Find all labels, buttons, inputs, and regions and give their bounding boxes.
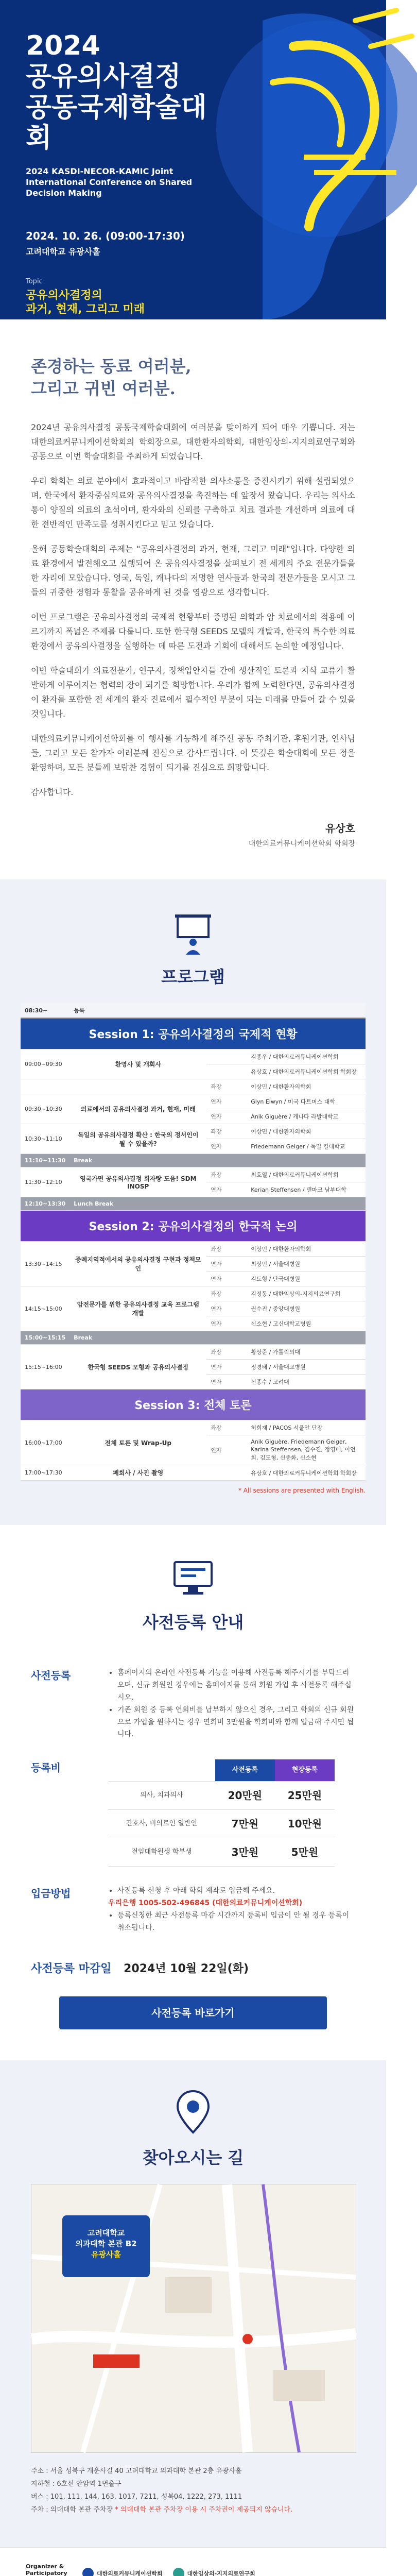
program-role: 연자 xyxy=(206,1094,247,1109)
program-time: 14:15~15:00 xyxy=(21,1286,70,1331)
program-person: 신소현 / 고신대학교병원 xyxy=(247,1316,366,1331)
program-row xyxy=(21,1286,366,1301)
program-role: 연자 xyxy=(206,1301,247,1316)
fee-block xyxy=(31,1759,355,1867)
program-row xyxy=(21,1420,366,1435)
program-person: Anik Giguère / 캐나다 라발대학교 xyxy=(247,1109,366,1124)
organizer-row xyxy=(26,2563,360,2576)
lunch-row xyxy=(21,1197,366,1211)
pin-line2: 의과대학 본관 B2 xyxy=(75,2239,137,2249)
organizer-label: Organizer & Participatory xyxy=(26,2563,67,2576)
program-person: Friedemann Geiger / 독일 킬대학교 xyxy=(247,1139,366,1154)
hero-title-line2: 공유의사결정 xyxy=(26,61,181,92)
program-person: 이상민 / 대한환자의학회 xyxy=(247,1124,366,1139)
program-time: 16:00~17:00 xyxy=(21,1420,70,1465)
topic-line2: 과거, 현재, 그리고 미래 xyxy=(26,303,145,316)
pre-registration-content xyxy=(108,1667,355,1741)
break-row xyxy=(21,1154,366,1167)
topic-line1: 공유의사결정의 xyxy=(26,289,102,302)
program-person: 유상호 / 대한의료커뮤니케이션학회 학회장 xyxy=(247,1465,366,1481)
program-role: 연자 xyxy=(206,1109,247,1124)
program-person: 이상민 / 대한환자의학회 xyxy=(247,1242,366,1257)
program-role: 연자 xyxy=(206,1435,247,1465)
program-row xyxy=(21,1079,366,1094)
program-time: 15:15~16:00 xyxy=(21,1345,70,1389)
break-time: 12:10~13:30 xyxy=(21,1197,70,1211)
location-map[interactable] xyxy=(31,2184,356,2453)
fee-category: 간호사, 비의료인 일반인 xyxy=(108,1810,215,1838)
directions-section xyxy=(0,2060,386,2547)
program-role: 좌장 xyxy=(206,1167,247,1182)
payment-label: 입금방법 xyxy=(31,1887,71,1900)
greeting-paragraph: 이번 프로그램은 공유의사결정의 국제적 현황부터 증명된 의학과 암 치료에서의 적용에 이르기까지 폭넓은 주제를 다룹니다. 또한 한국형 SEEDS 모델의 개발과, 한국의 특수한 의료 환경에서 공유의사결정을 실행하는 데 따른 도전과 기회에 대해서도 논의할 예정입니다. xyxy=(31,612,355,651)
program-person: 권수진 / 중앙대병원 xyxy=(247,1301,366,1316)
greeting-paragraph: 우리 학회는 의료 분야에서 효과적이고 바람직한 의사소통을 증진시키기 위해 설립되었으며, 한국에서 환자중심의료와 공유의사결정을 촉진하는 데 앞장서 왔습니다. 우리는 의사소통이 양질의 의료의 초석이며, 환자와의 신뢰를 구축하고 치료 결과를 개선하며 의료에 대한 전반적인 만족도를 성취시킨다고 믿고 있습니다. xyxy=(31,476,355,530)
parking-row xyxy=(31,2504,355,2517)
program-section xyxy=(0,879,386,1525)
registration-bullet: • 기존 회원 중 등록 연회비를 납부하지 않으신 경우, 그리고 학회의 신규 회원으로 가입을 원하시는 경우 연회비 3만원을 학회비와 함께 입금해 주시면 됩니다. xyxy=(117,1704,355,1741)
payment-bullet: • 등록신청한 최근 사전등록 마감 시간까지 등록비 입금이 안 될 경우 등록이 취소됩니다. xyxy=(117,1910,355,1935)
program-row xyxy=(21,1465,366,1481)
hero-subtitle xyxy=(26,166,232,198)
hero-subtitle-line2: International Conference on Shared Decision Making xyxy=(26,177,193,198)
org-name: 대한임상의-지지의료연구회 xyxy=(187,2570,255,2576)
program-person: 이상민 / 대한환자의학회 xyxy=(247,1079,366,1094)
program-title-cell: 영국가면 공유의사결정 회자랑 도움! SDM INOSP xyxy=(70,1167,206,1197)
parking-text: 주차 : 의대대학 본관 주차장 xyxy=(31,2505,113,2514)
program-title-cell: 폐회사 / 사진 촬영 xyxy=(70,1465,206,1481)
program-person: 김도형 / 단국대병원 xyxy=(247,1272,366,1286)
program-person: Glyn Elwyn / 미국 다트머스 대학 xyxy=(247,1094,366,1109)
program-role: 연자 xyxy=(206,1182,247,1197)
program-role: 연자 xyxy=(206,1360,247,1375)
bank-account: 우리은행 1005-502-496845 (대한의료커뮤니케이션학회) xyxy=(108,1899,303,1908)
break-row xyxy=(21,1331,366,1345)
program-person: 정경태 / 서울대교병원 xyxy=(247,1360,366,1375)
program-role: 연자 xyxy=(206,1139,247,1154)
fee-onsite-value: 5만원 xyxy=(275,1838,335,1867)
deadline xyxy=(31,1960,355,1976)
program-title-cell: 환영사 및 개회사 xyxy=(70,1049,206,1079)
monitor-icon xyxy=(167,1551,219,1602)
org-logo-icon xyxy=(82,2568,94,2576)
program-person: 최호열 / 대한의료커뮤니케이션학회 xyxy=(247,1167,366,1182)
program-role: 연자 xyxy=(206,1375,247,1389)
session-title: Session 2: 공유의사결정의 한국적 논의 xyxy=(21,1211,366,1242)
fee-row xyxy=(108,1782,335,1810)
program-role: 좌장 xyxy=(206,1242,247,1257)
program-person: 김정동 / 대한임상의-지지의료연구회 xyxy=(247,1286,366,1301)
program-row xyxy=(21,1345,366,1360)
greeting-paragraph: 올해 공동학술대회의 주제는 "공유의사결정의 과거, 현재, 그리고 미래"입니다. 다양한 의료 환경에서 발전해오고 실행되어 온 공유의사결정을 살펴보기 전 세계의 주요 전문가들을 한 자리에 모았습니다. 영국, 독일, 캐나다의 저명한 연사들과 한국의 전문가들을 모시고 그들의 귀중한 경험과 통찰을 공유하게 된 것을 영광으로 생각합니다. xyxy=(31,544,355,598)
program-person: 황상준 / 가톨릭의대 xyxy=(247,1345,366,1360)
program-role xyxy=(206,1465,247,1481)
program-role: 연자 xyxy=(206,1316,247,1331)
parking-note: * 의대대학 본관 주차장 이용 시 주차권이 제공되지 않습니다. xyxy=(115,2505,293,2514)
program-role: 좌장 xyxy=(206,1345,247,1360)
break-label: Break xyxy=(70,1154,366,1167)
program-person: Anik Giguère, Friedemann Geiger, Karina Steffensen, 김수진, 정영배, 이언희, 김도형, 신종화, 신소현 xyxy=(247,1435,366,1465)
location-pin-icon xyxy=(167,2086,219,2138)
program-row xyxy=(21,1049,366,1064)
program-title: 프로그램 xyxy=(161,967,225,987)
program-person: 신종수 / 고려대 xyxy=(247,1375,366,1389)
program-title-cell: 전체 토론 및 Wrap-Up xyxy=(70,1420,206,1465)
program-role xyxy=(206,1049,247,1064)
payment-block xyxy=(31,1885,355,1934)
program-person: 김종우 / 대한의료커뮤니케이션학회 xyxy=(247,1049,366,1064)
hero-title-line3: 공동국제학술대회 xyxy=(26,92,207,154)
directions-info xyxy=(31,2465,355,2516)
signature-name: 유상호 xyxy=(325,822,355,835)
program-role xyxy=(206,1064,247,1079)
bus-text: 버스 : 101, 111, 144, 163, 1017, 7211, 성북04, 1222, 273, 1111 xyxy=(31,2493,242,2501)
deadline-label: 사전등록 마감일 xyxy=(31,1962,112,1976)
program-row xyxy=(21,1167,366,1182)
break-time: 15:00~15:15 xyxy=(21,1331,70,1345)
hero-text-block xyxy=(26,31,232,341)
payment-content xyxy=(108,1885,355,1934)
break-label: Break xyxy=(70,1331,366,1345)
pin-line3: 유광사홀 xyxy=(91,2250,121,2260)
program-table xyxy=(21,1003,366,1481)
pre-registration-block xyxy=(31,1667,355,1741)
pre-registration-label: 사전등록 xyxy=(31,1669,71,1682)
registration-time: 08:30~ xyxy=(21,1003,70,1018)
deadline-value: 2024년 10월 22일(화) xyxy=(124,1962,249,1976)
hero-illustration xyxy=(201,0,417,319)
greeting-title xyxy=(31,355,355,400)
program-time: 17:00~17:30 xyxy=(21,1465,70,1481)
program-title-cell: 의료에서의 공유의사결정 과거, 현재, 미래 xyxy=(70,1094,206,1124)
hero-title-year: 2024 xyxy=(26,30,100,61)
program-row xyxy=(21,1242,366,1257)
program-time: 09:30~10:30 xyxy=(21,1094,70,1124)
registration-bullet: • 홈페이지의 온라인 사전등록 기능을 이용해 사전등록 해주시기를 부탁드리오며, 신규 회원인 경우에는 홈페이지를 통해 회원 가입 후 사전등록 해주십시오. xyxy=(117,1667,355,1704)
signature-role: 대한의료커뮤니케이션학회 학회장 xyxy=(248,840,355,849)
program-time: 13:30~14:15 xyxy=(21,1242,70,1286)
fee-pre-value: 20만원 xyxy=(215,1782,275,1810)
program-title-cell: 증례지역적에서의 공유의사결정 구현과 정책모인 xyxy=(70,1242,206,1286)
fee-row xyxy=(108,1810,335,1838)
address-text: 주소 : 서울 성북구 개운사길 40 고려대학교 의과대학 본관 2층 유광사홀 xyxy=(31,2467,242,2476)
program-row xyxy=(21,1124,366,1139)
program-person: 유상호 / 대한의료커뮤니케이션학회 학회장 xyxy=(247,1064,366,1079)
hero-banner xyxy=(0,0,386,340)
session-header-row xyxy=(21,1389,366,1420)
fee-content xyxy=(108,1759,355,1867)
session-title: Session 1: 공유의사결정의 국제적 현황 xyxy=(21,1018,366,1049)
greeting-paragraph: 이번 학술대회가 의료전문가, 연구자, 정책입안자들 간에 생산적인 토론과 지식 교류가 활발하게 이루어지는 협력의 장이 되기를 희망합니다. 우리가 함께 노력한다면, 공유의사결정이 환자를 포함한 전 세계의 환자 진료에서 필수적인 부분이 되는 미래를 만들어 갈 수 있을 것입니다. xyxy=(31,666,355,719)
event-date: 2024. 10. 26. (09:00-17:30) xyxy=(26,229,185,242)
program-person: 최상민 / 서울대병원 xyxy=(247,1257,366,1272)
registration-section xyxy=(0,1525,386,2060)
topic-title xyxy=(26,289,232,317)
fee-header-onsite: 현장등록 xyxy=(275,1759,335,1782)
program-title-cell: 한국형 SEEDS 모형과 공유의사결정 xyxy=(70,1345,206,1389)
program-title-cell xyxy=(70,1079,206,1094)
venue-pin-callout xyxy=(62,2215,150,2277)
topic-label: Topic xyxy=(26,277,43,285)
program-row xyxy=(21,1094,366,1109)
break-time: 11:10~11:30 xyxy=(21,1154,70,1167)
event-venue: 고려대학교 유광사홀 xyxy=(26,246,100,257)
greeting-paragraph: 2024년 공유의사결정 공동국제학술대회에 여러분을 맞이하게 되어 매우 기쁩니다. 저는 대한의료커뮤니케이션학회의 학회장으로, 대한환자의학회, 대한임상의-지지의료연구회와 공동으로 이번 학술대회를 주최하게 되었습니다. xyxy=(31,422,355,462)
topic-en-line2: Shared Decision Making xyxy=(26,331,113,340)
topic-en-line1: The Past, Present, and Future of xyxy=(26,322,141,331)
organizer-logos xyxy=(82,2568,255,2576)
hero-title xyxy=(26,31,232,154)
registration-label: 등록 xyxy=(70,1003,366,1018)
greeting-section xyxy=(0,319,386,879)
fee-category: 의사, 치과의사 xyxy=(108,1782,215,1810)
hero-subtitle-line1: 2024 KASDI-NECOR-KAMIC Joint xyxy=(26,166,173,177)
fee-header-blank xyxy=(108,1759,215,1782)
topic-english xyxy=(26,322,232,341)
fee-category: 전임대학원생 학부생 xyxy=(108,1838,215,1867)
break-label: Lunch Break xyxy=(70,1197,366,1211)
program-note: * All sessions are presented with English. xyxy=(238,1487,366,1495)
session-header-row xyxy=(21,1018,366,1049)
fee-onsite-value: 10만원 xyxy=(275,1810,335,1838)
program-person: Kerian Steffensen / 덴마크 남부대학 xyxy=(247,1182,366,1197)
fee-header-row xyxy=(108,1759,335,1782)
registration-header xyxy=(31,1525,355,1649)
program-role: 좌장 xyxy=(206,1079,247,1094)
program-header-row xyxy=(21,1003,366,1018)
greeting-title-line2: 그리고 귀빈 여러분. xyxy=(31,379,176,399)
program-time: 11:30~12:10 xyxy=(21,1167,70,1197)
org-name: 대한의료커뮤니케이션학회 xyxy=(97,2570,163,2576)
program-header xyxy=(21,879,366,1003)
program-role: 연자 xyxy=(206,1272,247,1286)
greeting-paragraph: 감사합니다. xyxy=(31,787,74,798)
program-role: 좌장 xyxy=(206,1286,247,1301)
program-role: 좌장 xyxy=(206,1420,247,1435)
organizer-logo xyxy=(82,2568,163,2576)
fee-onsite-value: 25만원 xyxy=(275,1782,335,1810)
program-role: 연자 xyxy=(206,1257,247,1272)
program-title-cell: 독일의 공유의사결정 확산 : 한국의 정서인이 될 수 있을까? xyxy=(70,1124,206,1154)
program-time xyxy=(21,1079,70,1094)
org-logo-icon xyxy=(173,2568,184,2576)
fee-row xyxy=(108,1838,335,1867)
greeting-paragraph: 대한의료커뮤니케이션학회를 이 행사를 가능하게 해주신 공동 주최기관, 후원기관, 연사님들, 그리고 모든 참가자 여러분께 진심으로 감사드립니다. 이 뜻깊은 학술대회에 모든 정을 환영하며, 모든 분들께 보람찬 경험이 되기를 진심으로 희망합니다. xyxy=(31,734,355,773)
program-role: 좌장 xyxy=(206,1124,247,1139)
registration-title: 사전등록 안내 xyxy=(142,1613,244,1633)
greeting-title-line1: 존경하는 동료 여러분, xyxy=(31,357,192,376)
register-now-button[interactable]: 사전등록 바로가기 xyxy=(59,1996,327,2029)
signature xyxy=(31,820,355,849)
program-time: 10:30~11:10 xyxy=(21,1124,70,1154)
program-person: 허희재 / PACOS 서울안 단장 xyxy=(247,1420,366,1435)
program-time: 09:00~09:30 xyxy=(21,1049,70,1079)
fee-pre-value: 3만원 xyxy=(215,1838,275,1867)
presentation-icon xyxy=(167,905,219,957)
session-header-row xyxy=(21,1211,366,1242)
directions-header xyxy=(31,2060,355,2184)
fee-label: 등록비 xyxy=(31,1761,61,1774)
pin-line1: 고려대학교 xyxy=(87,2228,125,2238)
program-title-cell: 암전문가를 위한 공유의사결정 교육 프로그램 개발 xyxy=(70,1286,206,1331)
payment-bullet: • 사전등록 신청 후 아래 학회 계좌로 입금해 주세요. xyxy=(117,1885,355,1897)
organizer-logo xyxy=(173,2568,255,2576)
directions-title: 찾아오시는 길 xyxy=(142,2148,244,2168)
subway-text: 지하철 : 6호선 안암역 1번출구 xyxy=(31,2480,121,2488)
fee-pre-value: 7만원 xyxy=(215,1810,275,1838)
fee-header-pre: 사전등록 xyxy=(215,1759,275,1782)
fee-table xyxy=(108,1759,335,1867)
session-title: Session 3: 전체 토론 xyxy=(21,1389,366,1420)
footer xyxy=(0,2547,386,2576)
